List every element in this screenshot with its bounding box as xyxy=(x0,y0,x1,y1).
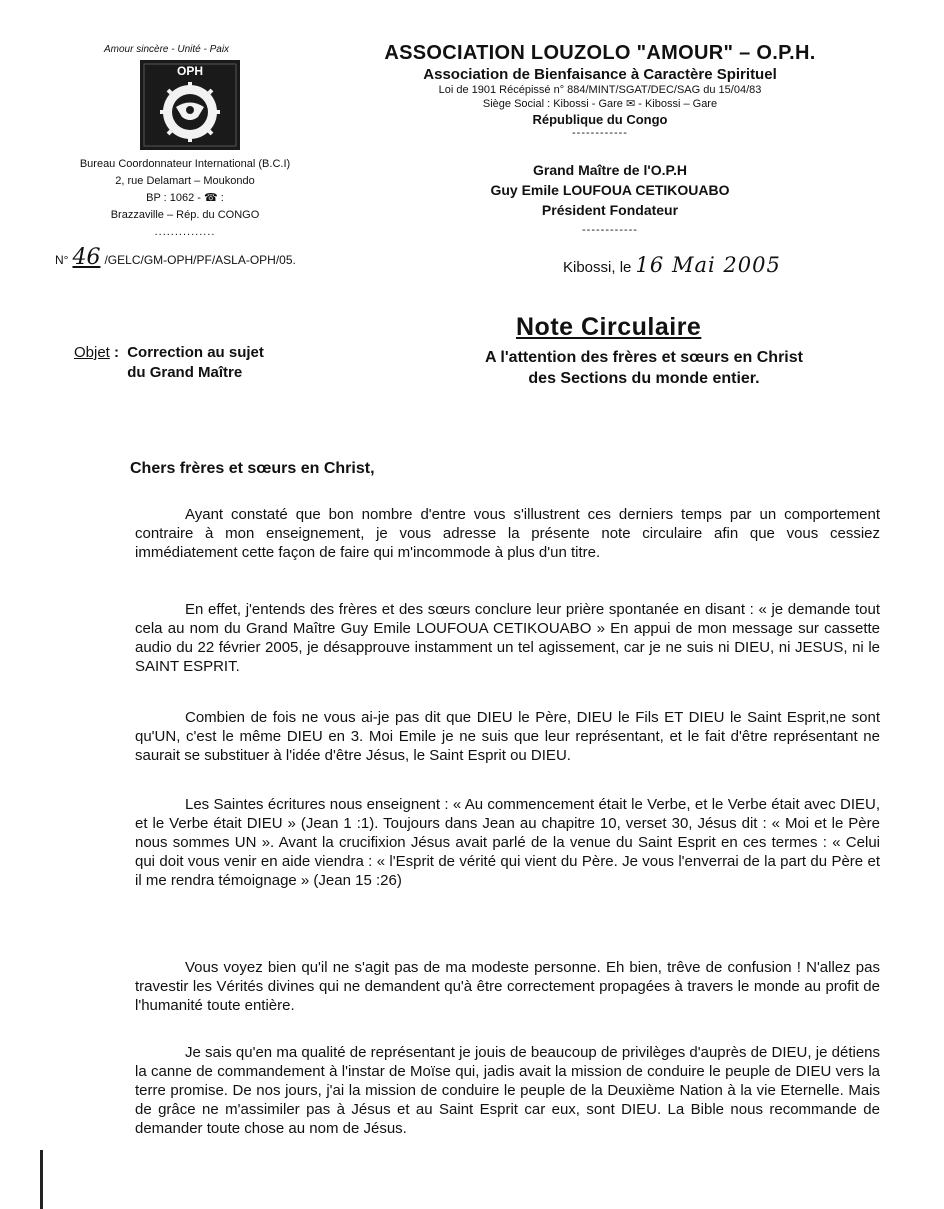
objet-colon: : xyxy=(114,344,120,361)
letterhead xyxy=(340,42,860,139)
reference-code: /GELC/GM-OPH/PF/ASLA-OPH/05. xyxy=(104,253,296,267)
objet-line: du Grand Maître xyxy=(127,364,243,381)
paragraph-text: Vous voyez bien qu'il ne s'agit pas de ma modeste personne. Eh bien, trêve de confusion ! N'allez pas travestir les Vérités divines qui ne demandent qu'à être correctement propagées à travers le monde au profit de l'humanité toute entière. xyxy=(135,959,880,1014)
reference-number xyxy=(55,245,296,270)
bureau-line: Bureau Coordonnateur International (B.C.I) xyxy=(79,158,291,170)
grand-master-separator: ------------ xyxy=(582,224,638,236)
objet-block xyxy=(74,343,264,383)
body-paragraph-1 xyxy=(135,505,880,562)
body-paragraph-6 xyxy=(135,1043,880,1138)
paragraph-text: Je sais qu'en ma qualité de représentant je jouis de beaucoup de privilèges d'auprès de DIEU, je détiens la canne de commandement à l'instar de Moïse qui, jadis avait la mission de conduire le peuple de DIEU vers la terre promise. De nos jours, j'ai la mission de conduire le peuple de la Deuxième Nation à la vie Eternelle. Mais de grâce ne m'assimiler pas à Jésus et au Saint Esprit car eux, sont DIEU. La Bible nous recommande de demander toute chose au nom de Jésus. xyxy=(135,1044,880,1137)
country: République du Congo xyxy=(532,112,668,127)
reference-handwritten-number: 46 xyxy=(72,245,101,270)
body-paragraph-5 xyxy=(135,958,880,1015)
logo-text: OPH xyxy=(176,64,204,78)
paragraph-text: Les Saintes écritures nous enseignent : « Au commencement était le Verbe, et le Verbe était avec DIEU, et le Verbe était DIEU » (Jean 1 :1). Toujours dans Jean au chapitre 10, verset 30, Jésus dit : « Moi et le Père nous sommes UN ». Avant la crucifixion Jésus avait parlé de la venue du Saint Esprit en ces termes : « Celui qui doit vous venir en aide viendra : « l'Esprit de vérité qui vient du Père. Je vous l'enverrai de la part du Père et il me rendra témoignage » (Jean 15 :26) xyxy=(135,796,880,889)
grand-master-title: Grand Maître de l'O.P.H xyxy=(533,162,687,178)
objet-line: Correction au sujet xyxy=(127,344,264,361)
grand-master-name: Guy Emile LOUFOUA CETIKOUABO xyxy=(490,182,730,198)
body-paragraph-2 xyxy=(135,600,880,676)
body-paragraph-4 xyxy=(135,795,880,890)
dateline xyxy=(563,253,781,277)
attention-line: des Sections du monde entier. xyxy=(528,370,760,387)
greeting: Chers frères et sœurs en Christ, xyxy=(130,460,375,477)
legal-line: Loi de 1901 Récépissé n° 884/MINT/SGAT/DEC/SAG du 15/04/83 xyxy=(438,84,762,96)
grand-master-role: Président Fondateur xyxy=(541,202,679,218)
bureau-separator: ............... xyxy=(154,226,216,238)
seat-line: Siège Social : Kibossi - Gare ✉ - Kibossi – Gare xyxy=(482,98,718,110)
paragraph-text: En effet, j'entends des frères et des sœurs conclure leur prière spontanée en disant : « je demande tout cela au nom du Grand Maître Guy Emile LOUFOUA CETIKOUABO » En appui de mon message sur cassette audio du 22 février 2005, je désapprouve instamment un tel agissement, car je ne suis ni DIEU, ni JESUS, ni le SAINT ESPRIT. xyxy=(135,601,880,675)
paragraph-text: Combien de fois ne vous ai-je pas dit que DIEU le Père, DIEU le Fils ET DIEU le Saint Esprit,ne sont qu'UN, c'est le même DIEU en 3. Moi Emile je ne suis que leur représentant, et le fait d'être représentant ne saurait se substituer à l'idée d'être Jésus, le Saint Esprit ou DIEU. xyxy=(135,709,880,764)
bureau-address xyxy=(50,156,320,241)
paragraph-text: Ayant constaté que bon nombre d'entre vous s'illustrent ces derniers temps par un comportement contraire à mon enseignement, je vous adresse la présente note circulaire afin que vous cessiez immédiatement cette façon de faire qui m'incommode à plus d'un titre. xyxy=(135,506,880,561)
attention-block xyxy=(424,347,864,389)
date-handwritten: 16 Mai 2005 xyxy=(635,253,781,277)
bureau-line: BP : 1062 - ☎ : xyxy=(146,192,224,204)
objet-subject xyxy=(127,343,264,383)
association-logo xyxy=(140,60,240,150)
attention-line: A l'attention des frères et sœurs en Christ xyxy=(485,349,803,366)
bureau-line: Brazzaville – Rép. du CONGO xyxy=(110,209,260,221)
body-paragraph-3 xyxy=(135,708,880,765)
org-name: ASSOCIATION LOUZOLO "AMOUR" – O.P.H. xyxy=(384,42,816,64)
org-subtitle: Association de Bienfaisance à Caractère Spirituel xyxy=(423,66,777,83)
bureau-line: 2, rue Delamart – Moukondo xyxy=(115,175,255,187)
header-separator: ------------ xyxy=(572,127,628,139)
grand-master-block xyxy=(430,160,790,240)
note-title: Note Circulaire xyxy=(516,313,702,341)
date-place: Kibossi, le xyxy=(563,259,632,276)
reference-prefix: N° xyxy=(55,253,69,267)
motto: Amour sincère - Unité - Paix xyxy=(104,44,230,55)
scan-edge xyxy=(40,1150,43,1209)
objet-label: Objet xyxy=(74,344,110,361)
